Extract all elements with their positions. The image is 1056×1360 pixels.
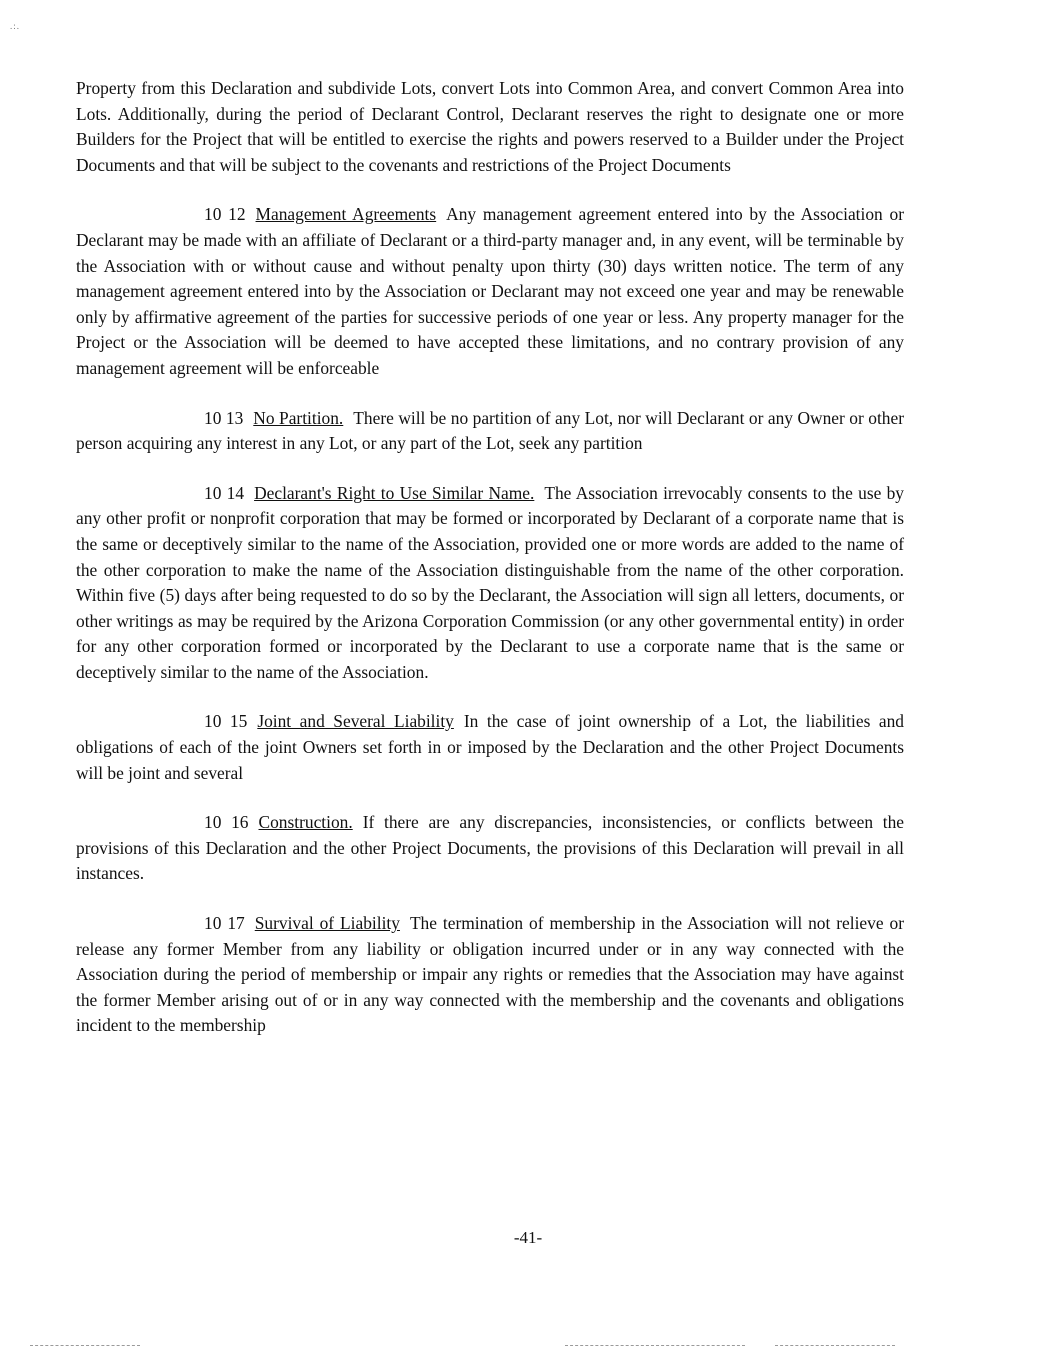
section-heading: Construction.	[258, 812, 353, 833]
scan-artifact-line	[30, 1345, 140, 1347]
section-number: 10 13	[204, 407, 244, 428]
scan-artifact-mark: .:.	[10, 21, 21, 31]
section-10-13	[76, 406, 904, 457]
section-heading: Survival of Liability	[254, 913, 400, 934]
section-text: The termination of membership in the Association will not relieve or release any former Member from any liability or obligation incurred under or in any way connected with the Association during the period of membership or impair any rights or remedies that the Association may have against the former Member arising out of or in any way connected with the membership and the covenants and obligations incident to the membership	[76, 913, 904, 1036]
section-number: 10 14	[204, 482, 245, 503]
section-10-15	[76, 709, 904, 786]
section-text: If there are any discrepancies, inconsistencies, or conflicts between the provisions of this Declaration and the other Project Documents, the provisions of this Declaration will prevail in all instances.	[76, 812, 904, 884]
section-number: 10 17	[204, 913, 245, 934]
page-number: -41-	[513, 1228, 543, 1247]
section-number: 10 15	[204, 711, 248, 732]
intro-text: Property from this Declaration and subdivide Lots, convert Lots into Common Area, and convert Common Area into Lots. Additionally, during the period of Declarant Control, Declarant reserves the right to designate one or more Builders for the Project that will be entitled to exercise the rights and powers reserved to a Builder under the Project Documents and that will be subject to the covenants and restrictions of the Project Documents	[76, 78, 904, 175]
section-10-17	[76, 911, 904, 1039]
section-10-12	[76, 202, 904, 381]
document-body	[76, 76, 904, 1039]
scan-artifact-line	[775, 1345, 895, 1347]
intro-paragraph	[76, 76, 904, 178]
section-heading: Management Agreements	[255, 204, 437, 225]
section-heading: Declarant's Right to Use Similar Name.	[254, 482, 535, 503]
section-text: In the case of joint ownership of a Lot, the liabilities and obligations of each of the joint Owners set forth in or imposed by the Declaration and the other Project Documents will be joint and several	[76, 711, 904, 783]
section-heading: No Partition.	[253, 407, 344, 428]
section-text: The Association irrevocably consents to the use by any other profit or nonprofit corporation that may be formed or incorporated by Declarant of a corporate name that is the same or deceptively similar to the name of the Association, provided one or more words are added to the name of the other corporation to make the name of the Association distinguishable from the name of the other corporation. Within five (5) days after being requested to do so by the Declarant, the Association will sign all letters, documents, or other writings as may be required by the Arizona Corporation Commission (or any other governmental entity) in order for any other corporation formed or incorporated by the Declarant to use a corporate name that is the same or deceptively similar to the name of the Association.	[76, 482, 904, 682]
section-text: Any management agreement entered into by the Association or Declarant may be made with an affiliate of Declarant or a third-party manager and, in any event, will be terminable by the Association with or without cause and without penalty upon thirty (30) days written notice. The term of any management agreement entered into by the Association or Declarant may not exceed one year and may be renewable only by affirmative agreement of the parties for successive periods of one year or less. Any property manager for the Project or the Association will be deemed to have accepted these limitations, and no contrary provision of any management agreement will be enforceable	[76, 204, 904, 378]
scan-artifact-line	[565, 1345, 745, 1347]
section-10-16	[76, 810, 904, 887]
section-number: 10 16	[204, 812, 249, 833]
section-text: There will be no partition of any Lot, nor will Declarant or any Owner or other person acquiring any interest in any Lot, or any part of the Lot, seek any partition	[76, 407, 904, 454]
section-heading: Joint and Several Liability	[257, 711, 454, 732]
section-10-14	[76, 481, 904, 686]
section-number: 10 12	[204, 204, 246, 225]
